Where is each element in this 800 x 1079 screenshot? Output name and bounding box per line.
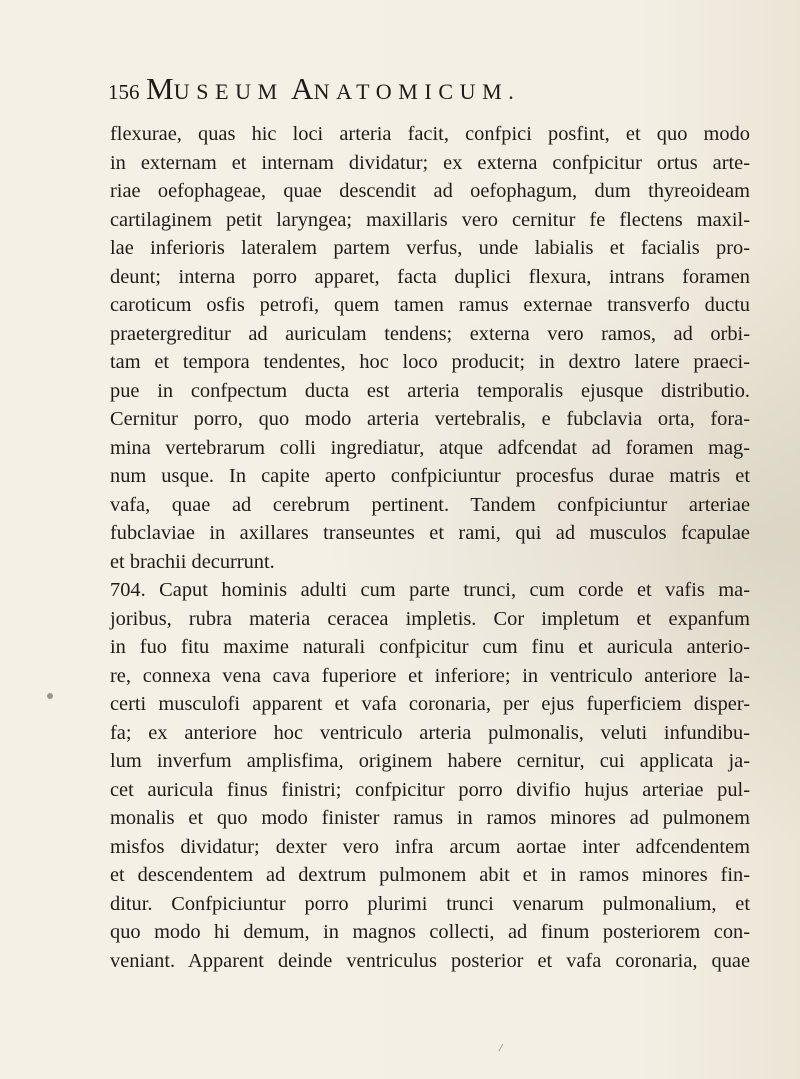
- body-text: [110, 120, 750, 975]
- text-line: re, connexa vena cava fuperiore et inferiore; in ventriculo anteriore la-: [110, 664, 750, 687]
- text-line: lae inferioris lateralem partem verfus, unde labialis et facialis pro-: [110, 237, 750, 259]
- text-line: riae oefophageae, quae descendit ad oefophagum, dum thyreoideam: [110, 180, 750, 202]
- text-line: in externam et internam dividatur; ex externa confpicitur ortus arte-: [110, 151, 750, 174]
- text-line: tam et tempora tendentes, hoc loco producit; in dextro latere praeci-: [110, 351, 750, 373]
- text-line: quo modo hi demum, in magnos collecti, ad finum posteriorem con-: [110, 921, 750, 943]
- text-line: 704. Caput hominis adulti cum parte trunci, cum corde et vafis ma-: [110, 579, 750, 601]
- text-line: ditur. Confpiciuntur porro plurimi trunci venarum pulmonalium, et: [110, 892, 750, 915]
- title-word-1: USEUM: [173, 79, 284, 104]
- text-line: joribus, rubra materia ceracea impletis. Cor impletum et expanfum: [110, 607, 750, 630]
- text-line: et descendentem ad dextrum pulmonem abit et in ramos minores fin-: [110, 864, 750, 886]
- title-initial-a: A: [290, 71, 314, 106]
- page-number: 156: [108, 80, 140, 104]
- text-line: cet auricula finus finistri; confpicitur porro divifio hujus arteriae pul-: [110, 778, 750, 801]
- text-line: in fuo fitu maxime naturali confpicitur cum finu et auricula anterio-: [110, 636, 750, 658]
- text-line: lum inverfum amplisfima, originem habere cernitur, cui applicata ja-: [110, 750, 750, 772]
- text-line: flexurae, quas hic loci arteria facit, confpici posfint, et quo modo: [110, 123, 750, 145]
- text-line: num usque. In capite aperto confpiciuntur procesfus durae matris et: [110, 465, 750, 487]
- text-line: cartilaginem petit laryngea; maxillaris vero cernitur fe flectens maxil-: [110, 208, 750, 231]
- text-line: veniant. Apparent deinde ventriculus posterior et vafa coronaria, quae: [110, 949, 750, 972]
- paper-speck: [47, 693, 53, 699]
- text-line: et brachii decurrunt.: [110, 550, 275, 573]
- text-line: Cernitur porro, quo modo arteria vertebralis, e fubclavia orta, fora-: [110, 408, 750, 430]
- title-initial-m: M: [146, 71, 174, 106]
- text-line: misfos dividatur; dexter vero infra arcum aortae inter adfcendentem: [110, 835, 750, 858]
- text-line: caroticum osfis petrofi, quem tamen ramus externae transverfo ductu: [110, 294, 750, 316]
- text-line: mina vertebrarum colli ingrediatur, atque adfcendat ad foramen mag-: [110, 436, 750, 459]
- text-line: vafa, quae ad cerebrum pertinent. Tandem confpiciuntur arteriae: [110, 493, 750, 516]
- text-line: monalis et quo modo finister ramus in ramos minores ad pulmonem: [110, 807, 750, 829]
- text-line: praetergreditur ad auriculam tendens; externa vero ramos, ad orbi-: [110, 322, 750, 345]
- page-header: [108, 68, 748, 104]
- text-line: deunt; interna porro apparet, facta duplici flexura, intrans foramen: [110, 265, 750, 288]
- text-line: fubclaviae in axillares transeuntes et rami, qui ad musculos fcapulae: [110, 522, 750, 544]
- paper-mark: [498, 1044, 508, 1054]
- running-title: [146, 71, 520, 107]
- text-line: fa; ex anteriore hoc ventriculo arteria pulmonalis, veluti infundibu-: [110, 721, 750, 744]
- title-word-2: NATOMICUM.: [313, 79, 521, 104]
- text-line: pue in confpectum ducta est arteria temporalis ejusque distributio.: [110, 379, 750, 402]
- text-line: certi musculofi apparent et vafa coronaria, per ejus fuperficiem disper-: [110, 693, 750, 715]
